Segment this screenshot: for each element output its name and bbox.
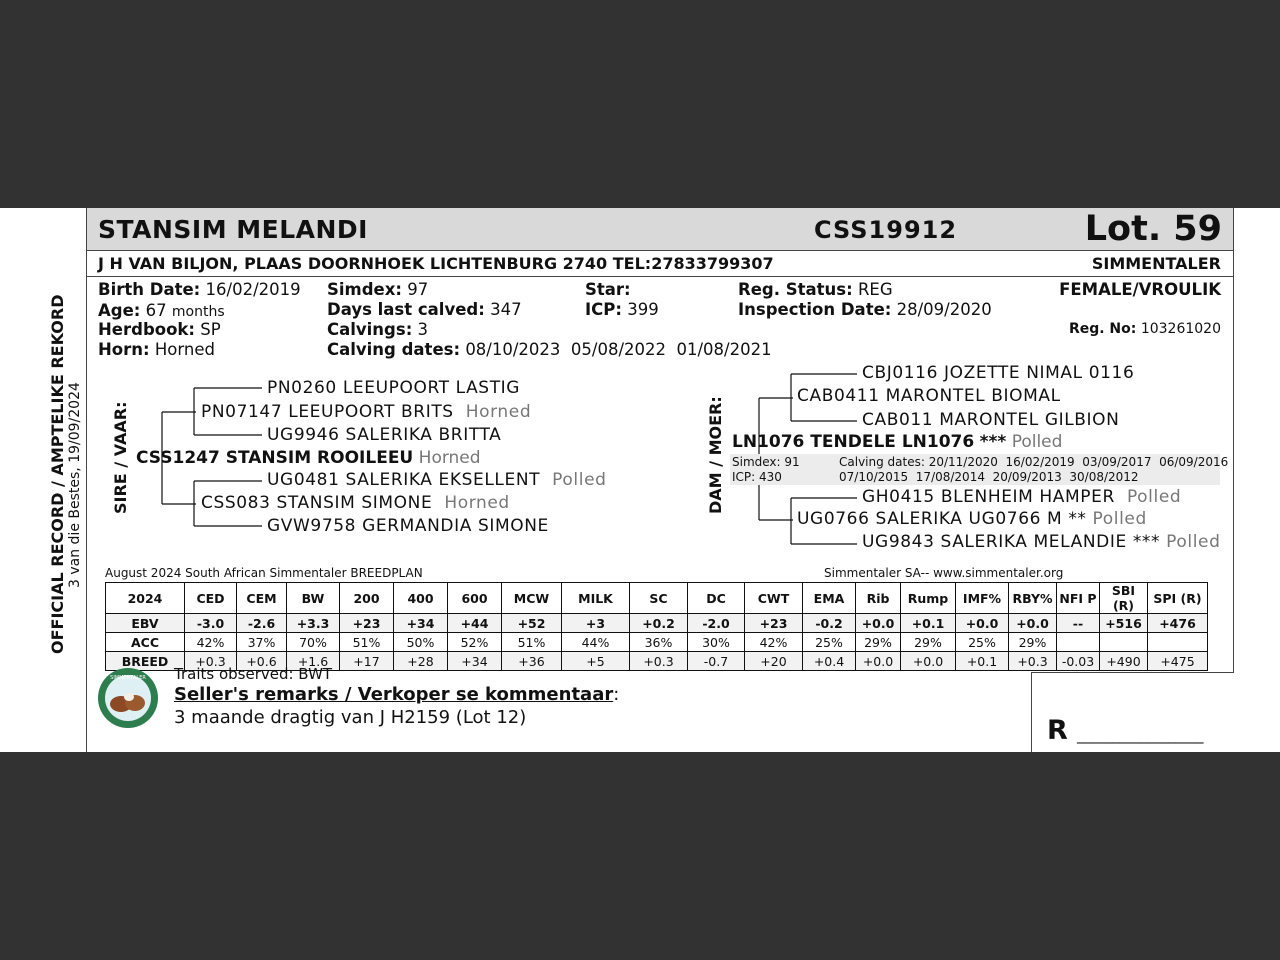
table-header-row <box>106 583 1208 614</box>
price-line[interactable]: __________________ <box>1077 726 1203 744</box>
table-header-cell: Rump <box>901 583 956 614</box>
table-cell: +23 <box>340 614 394 633</box>
table-cell: +0.0 <box>856 652 901 671</box>
table-cell: +34 <box>448 652 502 671</box>
table-cell: 29% <box>901 633 956 652</box>
price-currency: R <box>1047 715 1068 746</box>
table-cell: 25% <box>803 633 856 652</box>
dam: LN1076 TENDELE LN1076 *** Polled <box>732 432 1063 452</box>
table-header-cell: NFI P <box>1057 583 1100 614</box>
table-header-cell: Rib <box>856 583 901 614</box>
breed-name: SIMMENTALER <box>1091 254 1221 273</box>
table-cell: +0.0 <box>901 652 956 671</box>
table-cell: +0.0 <box>956 614 1009 633</box>
table-cell: +0.2 <box>630 614 688 633</box>
table-cell: 29% <box>856 633 901 652</box>
horn-status: Horn: Horned <box>98 340 215 359</box>
table-cell: +17 <box>340 652 394 671</box>
logo-text: SIMMENTALER <box>110 675 146 681</box>
table-cell: +0.3 <box>185 652 237 671</box>
sire-sire-dam: UG9946 SALERIKA BRITTA <box>267 425 502 445</box>
table-row <box>106 633 1208 652</box>
table-cell: +20 <box>745 652 803 671</box>
table-cell: 25% <box>956 633 1009 652</box>
breedplan-caption: August 2024 South African Simmentaler BREEDPLAN <box>105 566 423 580</box>
days-last-calved: Days last calved: 347 <box>327 300 522 319</box>
dam-dam: UG0766 SALERIKA UG0766 M ** Polled <box>797 509 1147 529</box>
age: Age: 67 months <box>98 301 225 320</box>
star: Star: <box>585 280 631 299</box>
table-header-cell: 600 <box>448 583 502 614</box>
breedplan-website: Simmentaler SA-- www.simmentaler.org <box>824 566 1064 580</box>
table-header-cell: 400 <box>394 583 448 614</box>
dam-sire: CAB0411 MARONTEL BIOMAL <box>797 386 1061 406</box>
table-cell: +0.4 <box>803 652 856 671</box>
table-cell: 29% <box>1009 633 1057 652</box>
table-cell <box>1057 633 1100 652</box>
table-cell: -- <box>1057 614 1100 633</box>
table-cell: +5 <box>562 652 630 671</box>
dam-label: DAM / MOER: <box>706 396 725 514</box>
inspection-date: Inspection Date: 28/09/2020 <box>738 300 992 319</box>
table-cell: +0.0 <box>856 614 901 633</box>
table-cell: +0.1 <box>956 652 1009 671</box>
table-cell: +475 <box>1148 652 1208 671</box>
table-cell: +490 <box>1100 652 1148 671</box>
table-cell: +3.3 <box>287 614 340 633</box>
table-header-cell: CEM <box>237 583 287 614</box>
dam-calving-dates-2: 07/10/2015 17/08/2014 20/09/2013 30/08/2012 <box>839 470 1139 484</box>
table-cell: +36 <box>502 652 562 671</box>
sire-sire: PN07147 LEEUPOORT BRITS Horned <box>201 402 532 422</box>
sire-dam-sire: UG0481 SALERIKA EKSELLENT Polled <box>267 470 607 490</box>
table-cell: +3 <box>562 614 630 633</box>
table-header-cell: SBI (R) <box>1100 583 1148 614</box>
table-cell: +516 <box>1100 614 1148 633</box>
table-cell: 70% <box>287 633 340 652</box>
table-header-cell: CWT <box>745 583 803 614</box>
table-header-cell: DC <box>688 583 745 614</box>
icp: ICP: 399 <box>585 300 659 319</box>
traits-observed: Traits observed: BWT <box>174 665 333 683</box>
sire-dam: CSS083 STANSIM SIMONE Horned <box>201 493 510 513</box>
reg-number: Reg. No: 103261020 <box>1068 321 1221 337</box>
table-header-cell: EMA <box>803 583 856 614</box>
table-cell: -2.0 <box>688 614 745 633</box>
table-cell: +52 <box>502 614 562 633</box>
calving-dates: Calving dates: 08/10/2023 05/08/2022 01/08/2021 <box>327 340 772 359</box>
simmentaler-logo <box>97 667 159 729</box>
table-cell: +23 <box>745 614 803 633</box>
table-row <box>106 614 1208 633</box>
dam-sire-dam: CAB011 MARONTEL GILBION <box>862 410 1120 430</box>
sire: CSS1247 STANSIM ROOILEEU Horned <box>136 448 481 468</box>
table-cell: 50% <box>394 633 448 652</box>
table-header-cell: SC <box>630 583 688 614</box>
table-cell: -3.0 <box>185 614 237 633</box>
table-cell: 42% <box>185 633 237 652</box>
table-cell: 51% <box>502 633 562 652</box>
table-cell: 42% <box>745 633 803 652</box>
table-cell: +0.3 <box>630 652 688 671</box>
herdbook: Herdbook: SP <box>98 320 221 339</box>
table-cell: +0.0 <box>1009 614 1057 633</box>
table-cell: +0.1 <box>901 614 956 633</box>
table-cell: -0.03 <box>1057 652 1100 671</box>
official-record-label: OFFICIAL RECORD / AMPTELIKE REKORD <box>48 294 67 654</box>
lot-number: Lot. 59 <box>1084 209 1222 249</box>
table-cell: +476 <box>1148 614 1208 633</box>
table-cell: 44% <box>562 633 630 652</box>
table-cell: 51% <box>340 633 394 652</box>
table-header-cell: 2024 <box>106 583 185 614</box>
birth-date: Birth Date: 16/02/2019 <box>98 280 301 299</box>
remarks-text: 3 maande dragtig van J H2159 (Lot 12) <box>174 707 527 728</box>
table-cell: 30% <box>688 633 745 652</box>
table-cell: -0.7 <box>688 652 745 671</box>
table-cell: +44 <box>448 614 502 633</box>
table-header-cell: RBY% <box>1009 583 1057 614</box>
dam-calving-dates-1: Calving dates: 20/11/2020 16/02/2019 03/09/2017 06/09/2016 <box>839 455 1229 469</box>
row-label-cell: ACC <box>106 633 185 652</box>
animal-name: STANSIM MELANDI <box>98 215 368 244</box>
sex: FEMALE/VROULIK <box>1059 280 1221 299</box>
table-header-cell: MCW <box>502 583 562 614</box>
table-cell <box>1148 633 1208 652</box>
table-cell: +28 <box>394 652 448 671</box>
sire-sire-sire: PN0260 LEEUPOORT LASTIG <box>267 378 521 398</box>
table-header-cell: CED <box>185 583 237 614</box>
dam-simdex: Simdex: 91 <box>732 455 800 469</box>
owner-details: J H VAN BILJON, PLAAS DOORNHOEK LICHTENBURG 2740 TEL:27833799307 <box>98 254 774 273</box>
table-cell: +0.6 <box>237 652 287 671</box>
table-header-cell: SPI (R) <box>1148 583 1208 614</box>
table-cell: -2.6 <box>237 614 287 633</box>
table-cell: 36% <box>630 633 688 652</box>
dam-dam-sire: GH0415 BLENHEIM HAMPER Polled <box>862 487 1182 507</box>
auction-label: 3 van die Bestes, 19/09/2024 <box>67 382 83 588</box>
reg-status: Reg. Status: REG <box>738 280 893 299</box>
table-header-cell: IMF% <box>956 583 1009 614</box>
row-label-cell: BREED <box>106 652 185 671</box>
lot-card <box>0 208 1280 752</box>
table-cell: -0.2 <box>803 614 856 633</box>
table-cell: 52% <box>448 633 502 652</box>
simdex: Simdex: 97 <box>327 280 429 299</box>
table-cell: 37% <box>237 633 287 652</box>
remarks-heading: Seller's remarks / Verkoper se kommentaar: <box>174 684 620 705</box>
table-header-cell: BW <box>287 583 340 614</box>
table-cell: +34 <box>394 614 448 633</box>
table-cell <box>1100 633 1148 652</box>
table-cell: +1.6 <box>287 652 340 671</box>
table-header-cell: 200 <box>340 583 394 614</box>
table-header-cell: MILK <box>562 583 630 614</box>
breedplan-table <box>105 582 1208 671</box>
sire-dam-dam: GVW9758 GERMANDIA SIMONE <box>267 516 549 536</box>
dam-sire-sire: CBJ0116 JOZETTE NIMAL 0116 <box>862 363 1135 383</box>
dam-icp: ICP: 430 <box>732 470 782 484</box>
row-label-cell: EBV <box>106 614 185 633</box>
table-cell: +0.3 <box>1009 652 1057 671</box>
dam-dam-dam: UG9843 SALERIKA MELANDIE *** Polled <box>862 532 1221 552</box>
calvings: Calvings: 3 <box>327 320 429 339</box>
sire-label: SIRE / VAAR: <box>111 401 130 514</box>
registration-code: CSS19912 <box>814 216 958 244</box>
